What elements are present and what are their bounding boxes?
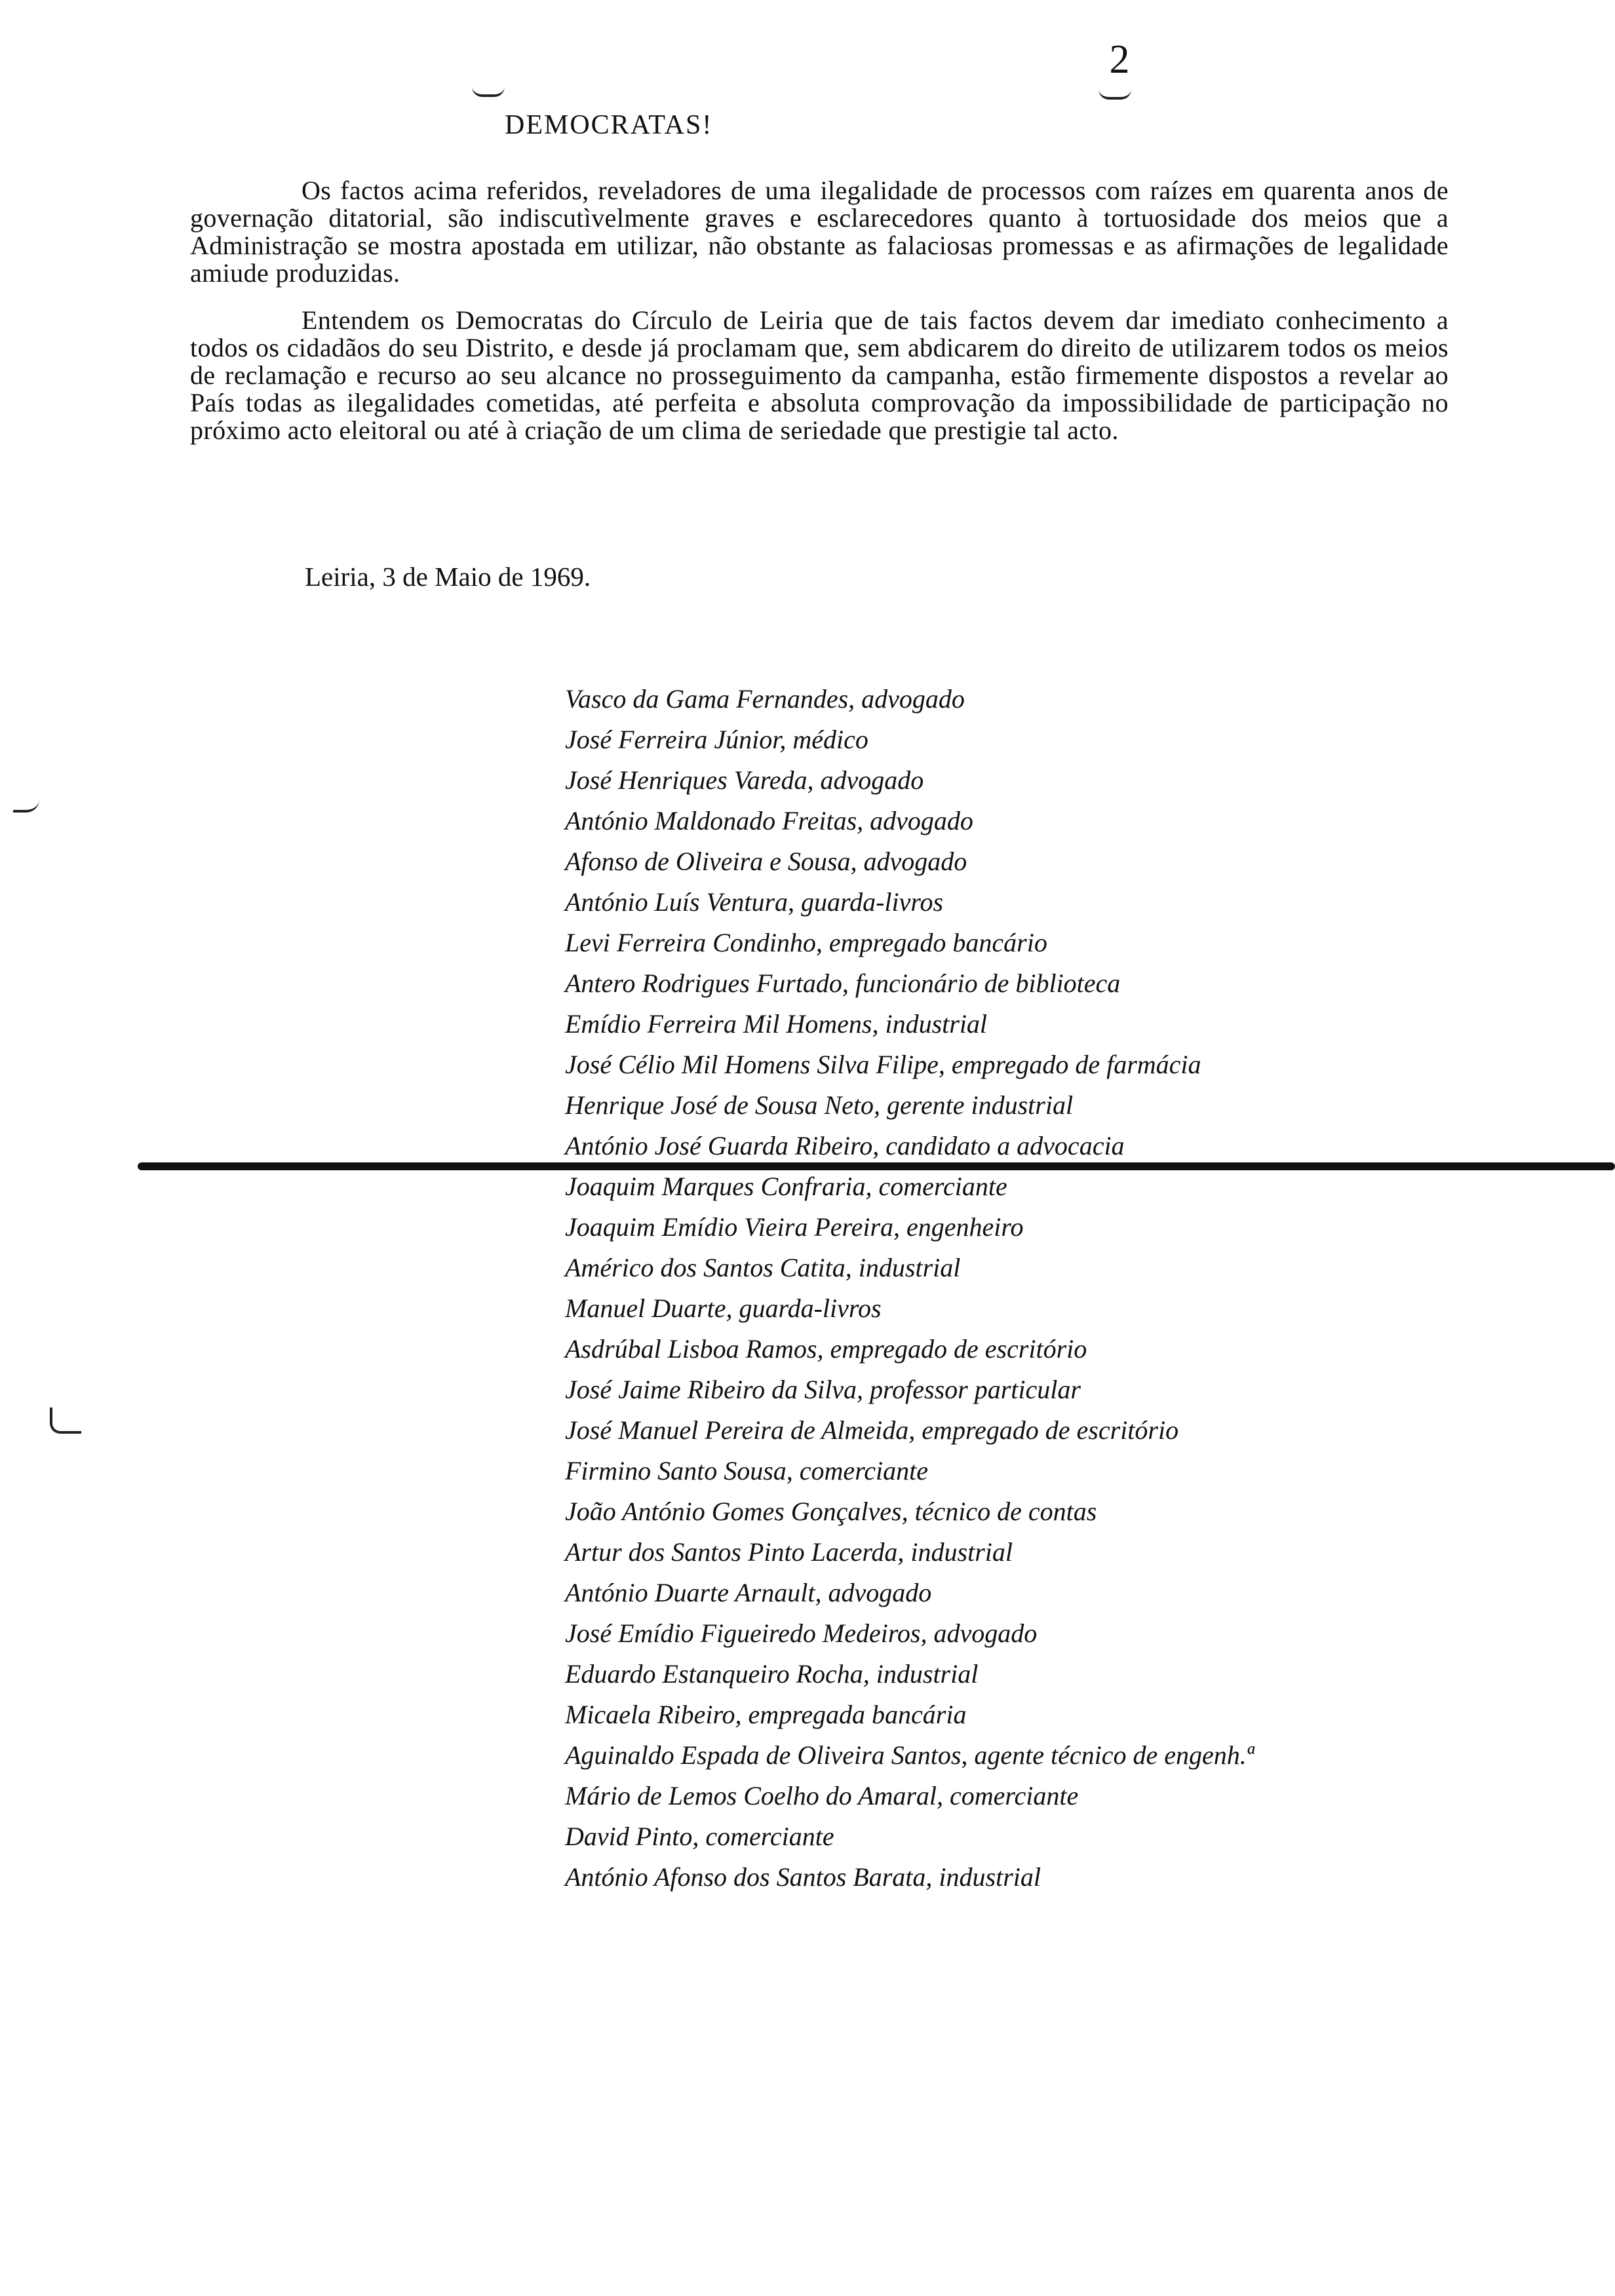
- signatory: Henrique José de Sousa Neto, gerente industrial: [565, 1090, 1074, 1120]
- signatory: Artur dos Santos Pinto Lacerda, industrial: [565, 1537, 1013, 1567]
- signatory: Firmino Santo Sousa, comerciante: [565, 1456, 929, 1485]
- signatory: António Luís Ventura, guarda-livros: [565, 887, 944, 917]
- signatory: Asdrúbal Lisboa Ramos, empregado de escritório: [565, 1334, 1087, 1364]
- signatory: David Pinto, comerciante: [565, 1822, 834, 1851]
- signatory-list: [565, 679, 1535, 1898]
- margin-tick-mark: [1099, 89, 1131, 100]
- signatory: José Célio Mil Homens Silva Filipe, empregado de farmácia: [565, 1050, 1201, 1079]
- signatory: Antero Rodrigues Furtado, funcionário de biblioteca: [565, 968, 1121, 998]
- signatory: António Afonso dos Santos Barata, industrial: [565, 1862, 1041, 1892]
- margin-tick-mark: [13, 797, 39, 813]
- paragraph: Os factos acima referidos, reveladores de uma ilegalidade de processos com raízes em quarenta anos de governação ditatorial, são indiscutìvelmente graves e esclarecedores quanto à tortuosidade dos meios que a Administração se mostra apostada em utilizar, não obstante as falaciosas promessas e as afirmações de legalidade amiude produzidas.: [190, 176, 1449, 288]
- signatory: João António Gomes Gonçalves, técnico de contas: [565, 1497, 1097, 1526]
- signatory: Levi Ferreira Condinho, empregado bancário: [565, 928, 1047, 957]
- signatory: Micaela Ribeiro, empregada bancária: [565, 1700, 967, 1729]
- margin-tick-mark: [50, 1407, 81, 1434]
- signatory: Emídio Ferreira Mil Homens, industrial: [565, 1009, 988, 1039]
- paragraph: Entendem os Democratas do Círculo de Leiria que de tais factos devem dar imediato conhecimento a todos os cidadãos do seu Distrito, e desde já proclamam que, sem abdicarem do direito de utilizarem todos os meios de reclamação e recurso ao seu alcance no prosseguimento da campanha, estão firmemente dispostos a revelar ao País todas as ilegalidades cometidas, até perfeita e absoluta comprovação da impossibilidade de participação no próximo acto eleitoral ou até à criação de um clima de seriedade que prestigie tal acto.: [190, 305, 1449, 445]
- signatory: António Maldonado Freitas, advogado: [565, 806, 973, 835]
- signatory: Mário de Lemos Coelho do Amaral, comerciante: [565, 1781, 1079, 1810]
- signatory: Joaquim Marques Confraria, comerciante: [565, 1172, 1007, 1201]
- signatory: António Duarte Arnault, advogado: [565, 1578, 932, 1607]
- signatory: Aguinaldo Espada de Oliveira Santos, agente técnico de engenh.ª: [565, 1740, 1254, 1770]
- signatory: Eduardo Estanqueiro Rocha, industrial: [565, 1659, 979, 1689]
- signatory: Manuel Duarte, guarda-livros: [565, 1293, 882, 1323]
- signatory: José Ferreira Júnior, médico: [565, 725, 868, 754]
- signatory: António José Guarda Ribeiro, candidato a advocacia: [565, 1131, 1125, 1160]
- dateline: Leiria, 3 de Maio de 1969.: [305, 562, 591, 592]
- ink-strike-line: [138, 1162, 1615, 1170]
- signatory: José Manuel Pereira de Almeida, empregado de escritório: [565, 1415, 1179, 1445]
- margin-tick-mark: [472, 86, 505, 97]
- body-text: [190, 177, 1449, 464]
- signatory: José Emídio Figueiredo Medeiros, advogado: [565, 1618, 1038, 1648]
- signatory: José Henriques Vareda, advogado: [565, 765, 924, 795]
- signatory: Vasco da Gama Fernandes, advogado: [565, 684, 965, 714]
- signatory: Joaquim Emídio Vieira Pereira, engenheiro: [565, 1212, 1024, 1242]
- signatory: Américo dos Santos Catita, industrial: [565, 1253, 961, 1282]
- page-number: 2: [1109, 37, 1130, 82]
- document-heading: DEMOCRATAS!: [505, 110, 713, 140]
- signatory: Afonso de Oliveira e Sousa, advogado: [565, 847, 967, 876]
- signatory: José Jaime Ribeiro da Silva, professor particular: [565, 1375, 1081, 1404]
